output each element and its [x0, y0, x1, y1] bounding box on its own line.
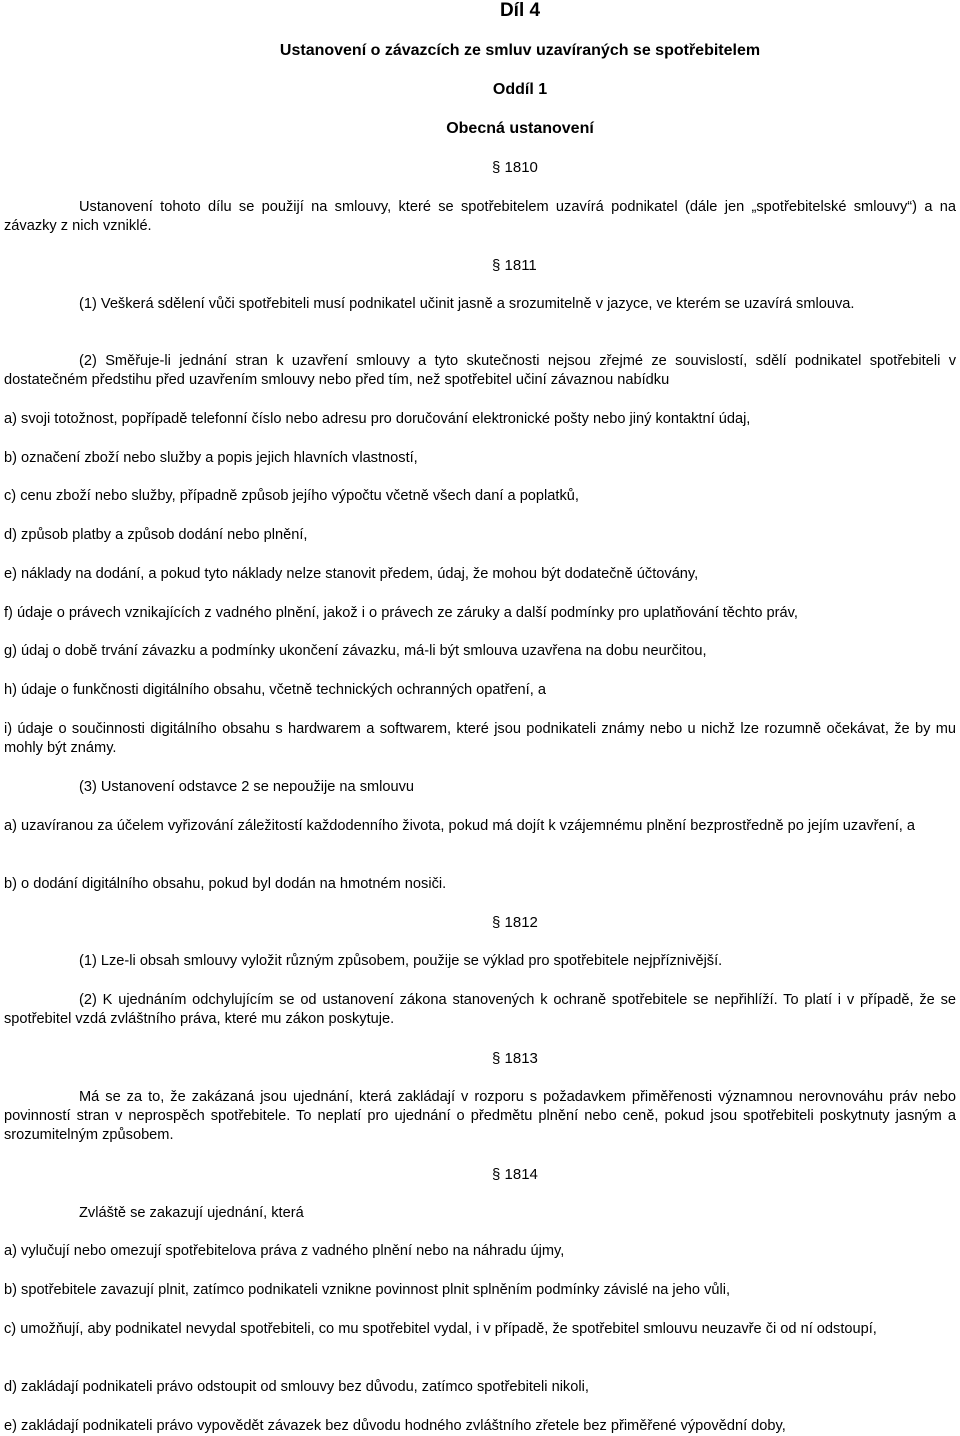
section-heading: Oddíl 1 [492, 81, 548, 98]
paragraph-1811-1: (1) Veškerá sdělení vůči spotřebiteli musí podnikatel učinit jasně a srozumitelně v jazyce, ve kterém se uzavírá smlouva. [79, 296, 855, 312]
list-item-1811-3b: b) o dodání digitálního obsahu, pokud byl dodán na hmotném nosiči. [4, 876, 447, 892]
list-item-1811-e: e) náklady na dodání, a pokud tyto náklady nelze stanovit předem, údaj, že mohou být dodatečně účtovány, [4, 566, 699, 582]
paragraph-1814: Zvláště se zakazují ujednání, která [79, 1205, 304, 1221]
list-item-1811-d: d) způsob platby a způsob dodání nebo plnění, [4, 527, 308, 543]
list-item-1811-h: h) údaje o funkčnosti digitálního obsahu, včetně technických ochranných opatření, a [4, 682, 546, 698]
list-item-1811-f: f) údaje o právech vznikajících z vadného plnění, jakož i o právech ze záruky a další podmínky pro uplatňování těchto práv, [4, 605, 798, 621]
part-heading: Díl 4 [499, 0, 541, 21]
paragraph-1812-2: (2) K ujednáním odchylujícím se od ustanovení zákona stanovených k ochraně spotřebitele se nepřihlíží. To platí i v případě, že se spotřebitel vzdá zvláštního práva, které mu zákon poskytuje. [4, 992, 956, 1027]
section-number-1811: § 1811 [492, 257, 537, 274]
section-number-1814: § 1814 [492, 1166, 538, 1183]
section-number-1810: § 1810 [492, 159, 538, 176]
list-item-1811-b: b) označení zboží nebo služby a popis jejich hlavních vlastností, [4, 450, 418, 466]
list-item-1811-g: g) údaj o době trvání závazku a podmínky ukončení závazku, má-li být smlouva uzavřena na dobu neurčitou, [4, 643, 707, 659]
list-item-1814-b: b) spotřebitele zavazují plnit, zatímco podnikateli vznikne povinnost plnit splněním podmínky závislé na jeho vůli, [4, 1282, 731, 1298]
paragraph-1812-1: (1) Lze-li obsah smlouvy vyložit různým způsobem, použije se výklad pro spotřebitele nejpříznivější. [79, 953, 723, 969]
list-item-1814-d: d) zakládají podnikateli právo odstoupit od smlouvy bez důvodu, zatímco spotřebiteli nikoli, [4, 1379, 589, 1395]
paragraph-1810: Ustanovení tohoto dílu se použijí na smlouvy, které se spotřebitelem uzavírá podnikatel (dále jen „spotřebitelské smlouvy“) a na závazky z nich vzniklé. [4, 199, 956, 234]
paragraph-1811-3: (3) Ustanovení odstavce 2 se nepoužije na smlouvu [79, 779, 415, 795]
section-number-1812: § 1812 [492, 914, 538, 931]
list-item-1814-e: e) zakládají podnikateli právo vypovědět závazek bez důvodu hodného zvláštního zřetele bez přiměřené výpovědní doby, [4, 1418, 786, 1434]
list-item-1811-i: i) údaje o součinnosti digitálního obsahu s hardwarem a softwarem, které jsou podnikateli známy nebo u nichž lze rozumně očekávat, že by mu mohly být známy. [4, 721, 956, 756]
subsection-heading: Obecná ustanovení [446, 120, 594, 137]
paragraph-1811-2: (2) Směřuje-li jednání stran k uzavření smlouvy a tyto skutečnosti nejsou zřejmé ze souvislostí, sdělí podnikatel spotřebiteli v dostatečném předstihu před uzavřením smlouvy nebo před tím, než spotřebitel učiní závaznou nabídku [4, 353, 956, 388]
part-title: Ustanovení o závazcích ze smluv uzavíraných se spotřebitelem [279, 42, 761, 59]
list-item-1814-a: a) vylučují nebo omezují spotřebitelova práva z vadného plnění nebo na náhradu újmy, [4, 1243, 565, 1259]
list-item-1814-c: c) umožňují, aby podnikatel nevydal spotřebiteli, co mu spotřebitel vydal, i v případě, že spotřebitel smlouvu neuzavře či od ní odstoupí, [4, 1321, 877, 1337]
paragraph-1813: Má se za to, že zakázaná jsou ujednání, která zakládají v rozporu s požadavkem přiměřenosti významnou nerovnováhu práv nebo povinností stran v neprospěch spotřebitele. To neplatí pro ujednání o předmětu plnění nebo ceně, pokud jsou spotřebiteli poskytnuty jasným a srozumitelným způsobem. [4, 1089, 956, 1143]
list-item-1811-a: a) svoji totožnost, popřípadě telefonní číslo nebo adresu pro doručování elektronické pošty nebo jiný kontaktní údaj, [4, 411, 751, 427]
list-item-1811-c: c) cenu zboží nebo služby, případně způsob jejího výpočtu včetně všech daní a poplatků, [4, 488, 579, 504]
list-item-1811-3a: a) uzavíranou za účelem vyřizování záležitostí každodenního života, pokud má dojít k vzájemnému plnění bezprostředně po jejím uzavření, a [4, 818, 915, 834]
section-number-1813: § 1813 [492, 1050, 538, 1067]
